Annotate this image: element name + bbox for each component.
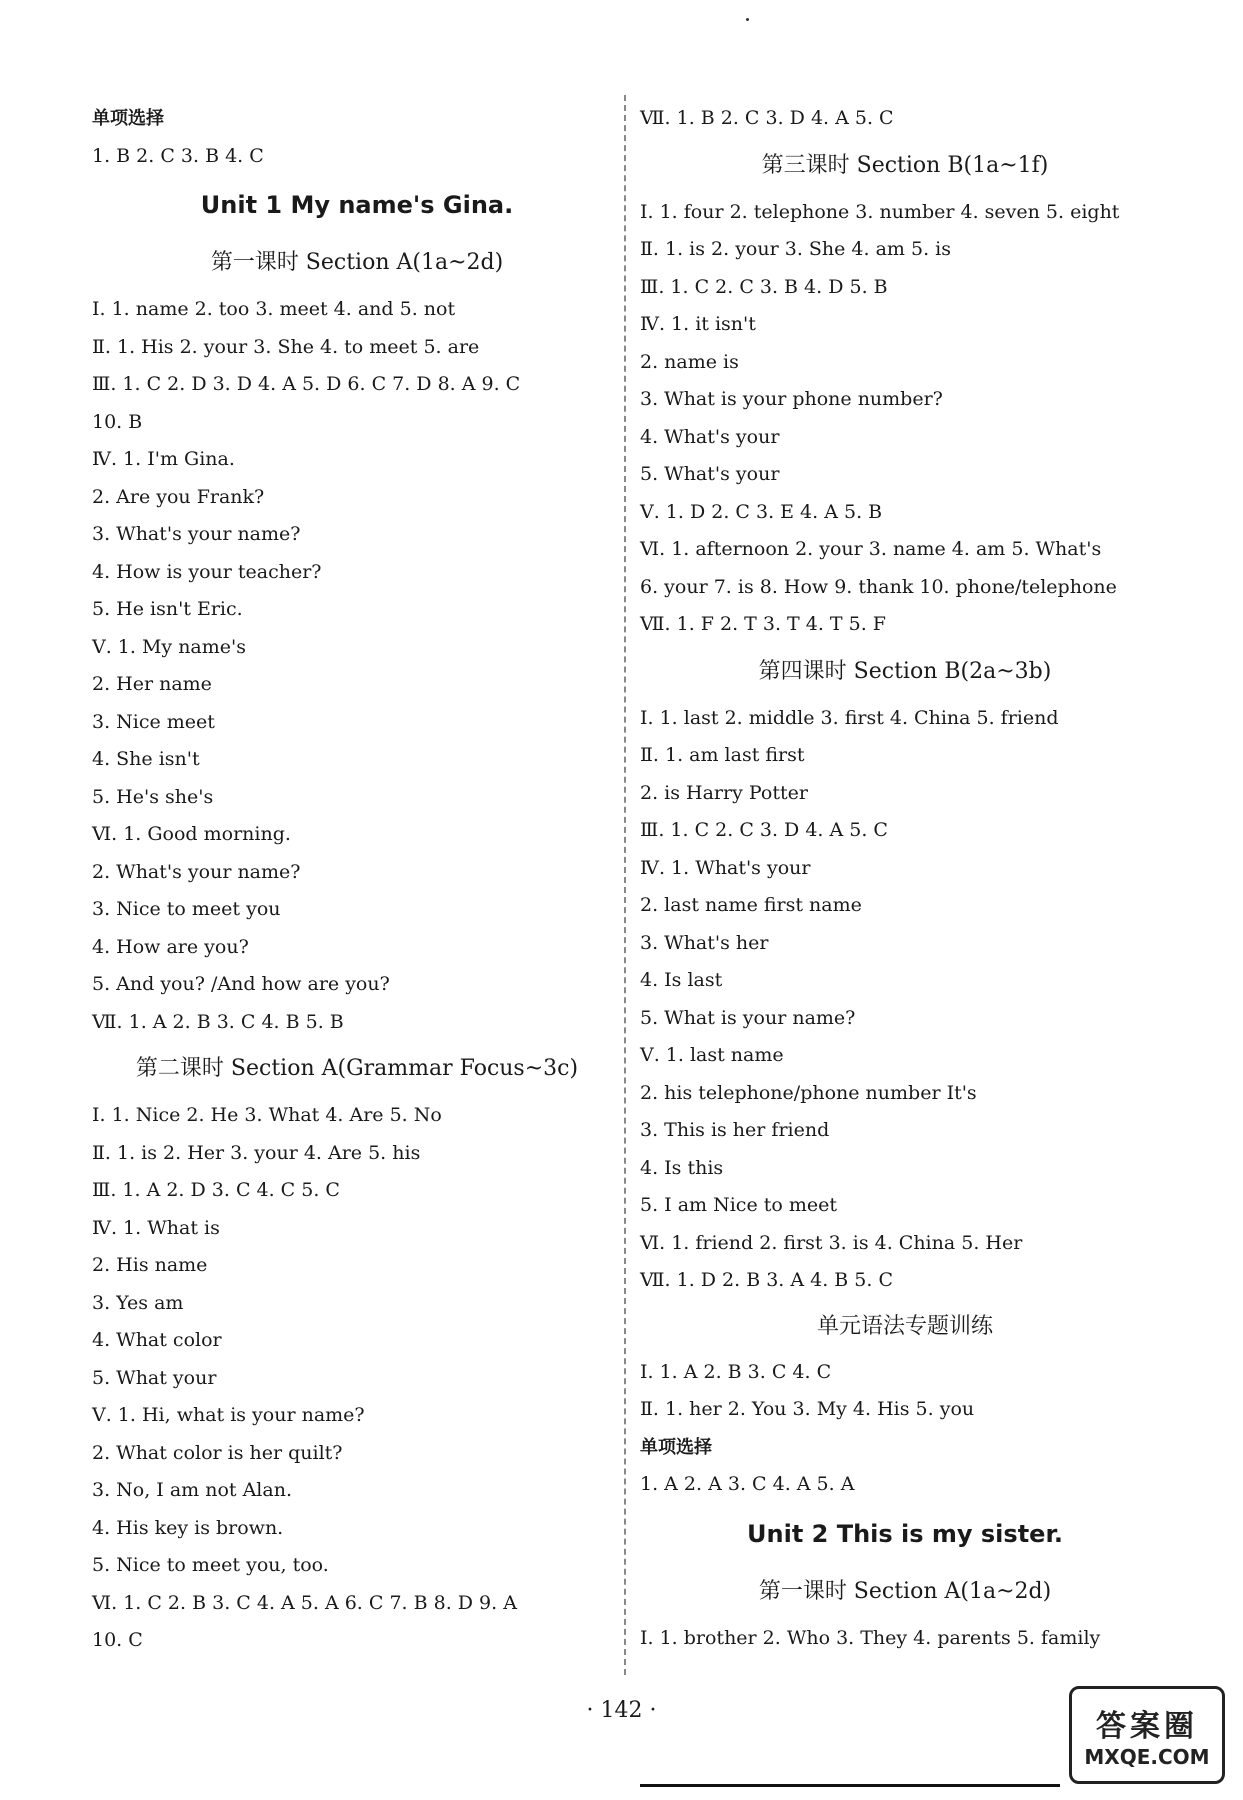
lesson-heading: 第二课时 Section A(Grammar Focus~3c): [135, 1056, 579, 1081]
right-answer-column: [640, 100, 1170, 1657]
answer-line: 2. Her name: [92, 673, 212, 695]
answer-line: Ⅱ. 1. am last first: [640, 744, 805, 766]
scan-dot: [746, 18, 749, 21]
answer-line: 5. And you? /And how are you?: [92, 973, 390, 995]
answer-line: Ⅰ. 1. four 2. telephone 3. number 4. seven 5. eight: [640, 200, 1120, 223]
answer-line: Ⅳ. 1. What's your: [640, 856, 811, 879]
answer-line: 2. What's your name?: [92, 860, 301, 883]
unit-title: Unit 2 This is my sister.: [747, 1519, 1063, 1548]
watermark-logo: [1069, 1686, 1225, 1784]
column-divider: [624, 95, 626, 1675]
answer-line: 3. This is her friend: [640, 1119, 830, 1141]
answer-line: 3. What's your name?: [92, 523, 301, 545]
answer-line: 4. His key is brown.: [92, 1516, 284, 1539]
answer-line: 3. Yes am: [92, 1291, 184, 1314]
answer-line: Ⅱ. 1. His 2. your 3. She 4. to meet 5. are: [92, 335, 480, 358]
answer-line: Ⅴ. 1. Hi, what is your name?: [92, 1404, 365, 1426]
left-answer-column: [92, 100, 622, 1660]
lesson-heading: 第三课时 Section B(1a~1f): [761, 152, 1049, 178]
lesson-heading: 第一课时 Section A(1a~2d): [758, 1578, 1052, 1604]
answer-line: 5. He's she's: [92, 785, 214, 808]
answer-line: Ⅱ. 1. is 2. your 3. She 4. am 5. is: [640, 238, 951, 260]
answer-line: 4. What's your: [640, 425, 780, 448]
answer-line: Ⅶ. 1. A 2. B 3. C 4. B 5. B: [92, 1010, 344, 1033]
answer-line: Ⅰ. 1. last 2. middle 3. first 4. China 5. friend: [640, 706, 1059, 729]
answer-line: Ⅳ. 1. it isn't: [640, 313, 756, 335]
answer-line: Ⅲ. 1. C 2. C 3. B 4. D 5. B: [640, 275, 888, 298]
answer-line: 4. Is this: [640, 1156, 724, 1179]
answer-line: 4. How are you?: [92, 935, 249, 958]
section-label: 单项选择: [640, 1436, 712, 1458]
lesson-heading: 第一课时 Section A(1a~2d): [210, 250, 504, 275]
answer-line: Ⅲ. 1. A 2. D 3. C 4. C 5. C: [92, 1179, 340, 1201]
answer-line: Ⅳ. 1. I'm Gina.: [92, 448, 235, 470]
answer-line: 2. What color is her quilt?: [92, 1441, 343, 1464]
answer-line: 3. What is your phone number?: [640, 388, 943, 410]
answer-line: 5. He isn't Eric.: [92, 598, 243, 620]
answer-line: 4. How is your teacher?: [92, 560, 322, 583]
section-label: 单项选择: [92, 108, 164, 129]
answer-line: Ⅴ. 1. My name's: [92, 635, 246, 658]
answer-line: 6. your 7. is 8. How 9. thank 10. phone/telephone: [640, 575, 1117, 598]
answer-line: 5. What your: [92, 1366, 217, 1389]
answer-line: Ⅰ. 1. name 2. too 3. meet 4. and 5. not: [92, 298, 456, 320]
answer-line: Ⅴ. 1. last name: [640, 1044, 784, 1066]
unit-title: Unit 1 My name's Gina.: [200, 191, 514, 219]
answer-line: Ⅵ. 1. Good morning.: [92, 823, 291, 845]
lesson-heading: 第四课时 Section B(2a~3b): [758, 658, 1052, 684]
watermark-text: 答案圈: [1096, 1709, 1198, 1744]
answer-line: Ⅱ. 1. her 2. You 3. My 4. His 5. you: [640, 1398, 975, 1420]
answer-line: 3. No, I am not Alan.: [92, 1479, 292, 1501]
answer-line: 3. Nice to meet you: [92, 898, 281, 920]
answer-line: 5. What's your: [640, 463, 780, 485]
answer-line: Ⅳ. 1. What is: [92, 1216, 220, 1239]
footer-rule: [640, 1784, 1060, 1787]
answer-line: Ⅶ. 1. B 2. C 3. D 4. A 5. C: [640, 107, 894, 129]
answer-line: Ⅶ. 1. D 2. B 3. A 4. B 5. C: [640, 1269, 894, 1291]
answer-line: 2. last name first name: [640, 894, 862, 916]
answer-line: Ⅰ. 1. Nice 2. He 3. What 4. Are 5. No: [92, 1104, 442, 1126]
answer-line: Ⅴ. 1. D 2. C 3. E 4. A 5. B: [640, 500, 883, 523]
answer-line: Ⅱ. 1. is 2. Her 3. your 4. Are 5. his: [92, 1141, 421, 1164]
answer-line: 3. Nice meet: [92, 710, 215, 733]
answer-line: 2. Are you Frank?: [92, 485, 265, 508]
watermark-domain: MXQE.COM: [1084, 1745, 1210, 1769]
answer-line: 10. B: [92, 410, 143, 433]
answer-line: 3. What's her: [640, 931, 769, 954]
answer-line: 2. is Harry Potter: [640, 781, 808, 804]
answer-line: 5. Nice to meet you, too.: [92, 1554, 329, 1576]
answer-line: 4. Is last: [640, 969, 723, 991]
answer-line: Ⅶ. 1. F 2. T 3. T 4. T 5. F: [640, 613, 886, 635]
answer-line: 1. A 2. A 3. C 4. A 5. A: [640, 1473, 855, 1495]
answer-line: Ⅲ. 1. C 2. C 3. D 4. A 5. C: [640, 819, 888, 841]
answer-line: 4. She isn't: [92, 748, 200, 770]
page-number: · 142 ·: [586, 1698, 657, 1723]
answer-line: 1. B 2. C 3. B 4. C: [92, 144, 264, 167]
answer-line: 4. What color: [92, 1329, 222, 1351]
answer-line: 5. I am Nice to meet: [640, 1194, 837, 1216]
answer-line: 2. His name: [92, 1254, 208, 1276]
answer-line: 2. his telephone/phone number It's: [640, 1081, 977, 1104]
answer-line: Ⅲ. 1. C 2. D 3. D 4. A 5. D 6. C 7. D 8. A 9. C: [92, 373, 521, 395]
answer-line: 10. C: [92, 1629, 143, 1651]
answer-line: Ⅵ. 1. afternoon 2. your 3. name 4. am 5. What's: [640, 538, 1102, 560]
answer-line: Ⅵ. 1. C 2. B 3. C 4. A 5. A 6. C 7. B 8. D 9. A: [92, 1591, 517, 1614]
answer-line: Ⅰ. 1. brother 2. Who 3. They 4. parents 5. family: [640, 1626, 1101, 1649]
answer-line: 2. name is: [640, 350, 739, 373]
answer-line: Ⅵ. 1. friend 2. first 3. is 4. China 5. Her: [640, 1231, 1023, 1254]
topic-heading: 单元语法专题训练: [816, 1313, 993, 1339]
answer-line: 5. What is your name?: [640, 1006, 856, 1029]
answer-line: Ⅰ. 1. A 2. B 3. C 4. C: [640, 1360, 832, 1383]
